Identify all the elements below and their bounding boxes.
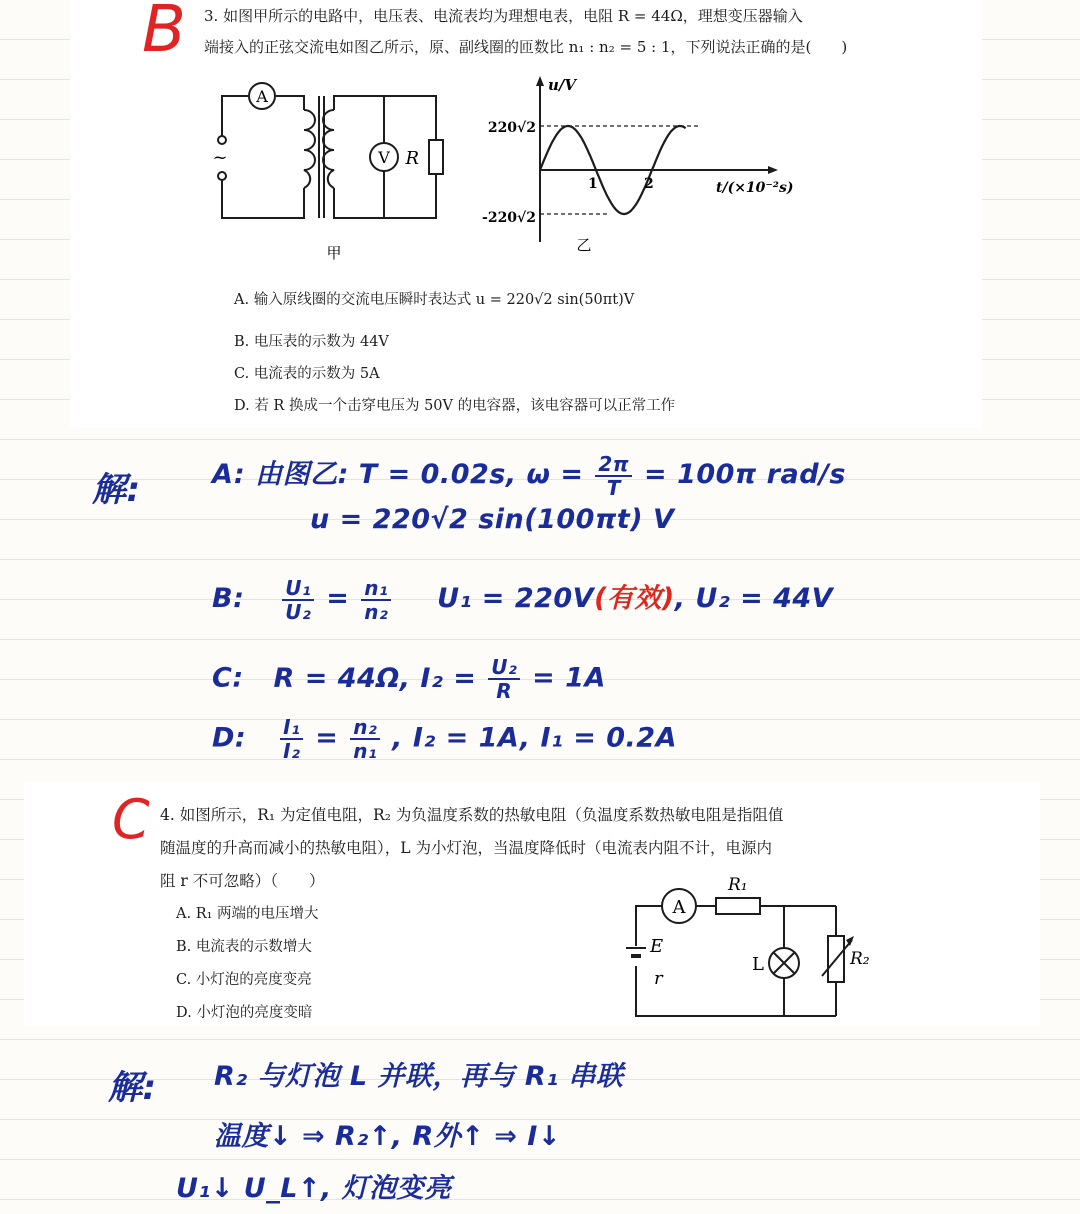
q3-figure-jia-circuit [206, 78, 462, 266]
c-label: C: [212, 662, 244, 694]
q3-figure-yi-graph [482, 72, 802, 262]
internal-r-label: r [654, 968, 663, 989]
b-fraction-2: $\frac{\text{n₁}}{\text{n₂}}$ [361, 577, 391, 623]
q4-option-b: B. 电流表的示数增大 [176, 939, 312, 955]
d-fraction-1: $\frac{\text{I₁}}{\text{I₂}}$ [280, 716, 303, 762]
resistor-r [429, 140, 443, 174]
emf-label: E [650, 936, 664, 957]
q4-grade-mark: C [112, 788, 150, 851]
q3-solution-d [212, 716, 677, 762]
a-label: A: [212, 459, 246, 490]
terminal-bottom [218, 172, 226, 180]
voltmeter-label: V [378, 148, 390, 167]
r2-label: R₂ [850, 949, 870, 969]
b-eq: = [326, 583, 350, 614]
a-text2: = 100π rad/s [644, 459, 846, 490]
b-fraction-1: $\frac{\text{U₁}}{\text{U₂}}$ [282, 577, 314, 623]
b-text1: U₁ = 220V [437, 583, 595, 614]
q3-solution-a-line2: u = 220√2 sin(100πt) V [310, 504, 675, 535]
q3-option-a: A. 输入原线圈的交流电压瞬时表达式 u = 220√2 sin(50πt)V [234, 292, 635, 308]
q3-option-d: D. 若 R 换成一个击穿电压为 50V 的电容器，该电容器可以正常工作 [234, 398, 676, 414]
c-fraction: $\frac{\text{U₂}}{R}$ [488, 656, 520, 702]
q3-solution-a [212, 452, 846, 499]
terminal-top [218, 136, 226, 144]
resistor-label: R [405, 148, 419, 169]
d-eq: = [315, 722, 339, 754]
b-text2: , U₂ = 44V [674, 583, 834, 614]
q4-solution-line3: U₁↓ U_L↑, 灯泡变亮 [176, 1173, 452, 1204]
q4-solution-line2: 温度↓ ⇒ R₂↑, R外↑ ⇒ I↓ [214, 1121, 561, 1152]
q4-ammeter-label: A [672, 897, 686, 918]
q4-solution-line1: R₂ 与灯泡 L 并联，再与 R₁ 串联 [214, 1061, 624, 1092]
x-axis-label: t/(×10⁻²s) [716, 180, 794, 196]
a-fraction: $\frac{2\pi}{T}$ [595, 453, 632, 499]
ammeter-label: A [256, 87, 268, 106]
q3-solution-b [212, 576, 833, 623]
primary-wire [222, 96, 248, 136]
q4-option-a: A. R₁ 两端的电压增大 [176, 906, 319, 922]
c-text1: R = 44Ω, I₂ = [273, 662, 477, 694]
q4-option-c: C. 小灯泡的亮度变亮 [176, 972, 312, 988]
y-min-label: -220√2 [482, 210, 536, 226]
q3-option-b: B. 电压表的示数为 44V [234, 334, 389, 350]
r1-label: R₁ [728, 875, 748, 895]
q4-stem-line1: 4. 如图所示，R₁ 为定值电阻，R₂ 为负温度系数的热敏电阻（负温度系数热敏电阻是指阻值 [160, 806, 784, 824]
b-label: B: [212, 583, 245, 614]
primary-coil [304, 110, 315, 188]
x-tick-2: 2 [644, 176, 654, 192]
resistor-r1 [716, 898, 760, 914]
x-tick-1: 1 [588, 176, 598, 192]
q3-option-c: C. 电流表的示数为 5A [234, 366, 380, 382]
d-label: D: [212, 722, 247, 754]
q4-option-d: D. 小灯泡的亮度变暗 [176, 1005, 313, 1021]
y-max-label: 220√2 [487, 120, 536, 136]
q3-grade-mark: B [142, 0, 186, 67]
q3-stem-line1: 3. 如图甲所示的电路中，电压表、电流表均为理想电表，电阻 R = 44Ω，理想变压器输入 [204, 7, 803, 25]
lamp-label: L [752, 954, 764, 975]
ac-source-symbol: ~ [212, 147, 228, 168]
figure-jia-caption: 甲 [326, 244, 342, 262]
b-note-effective: (有效) [594, 583, 675, 614]
figure-yi-caption: 乙 [576, 236, 592, 254]
q3-solution-jie: 解: [92, 470, 141, 510]
c-text2: = 1A [532, 662, 606, 694]
q4-stem-line2: 随温度的升高而减小的热敏电阻），L 为小灯泡，当温度降低时（电流表内阻不计，电源内 [160, 839, 772, 857]
q3-stem-line2: 端接入的正弦交流电如图乙所示，原、副线圈的匝数比 n₁ : n₂ = 5 : 1，下列说法正确的是( ) [204, 38, 848, 56]
d-fraction-2: $\frac{\text{n₂}}{\text{n₁}}$ [350, 716, 380, 762]
q4-circuit-figure [624, 866, 870, 1022]
a-text1: 由图乙: T = 0.02s, ω = [255, 459, 584, 490]
q4-solution-jie: 解: [108, 1068, 157, 1108]
q4-stem-line3: 阻 r 不可忽略）（ ） [160, 872, 325, 890]
y-axis-label: u/V [548, 76, 577, 94]
q3-solution-c [212, 656, 606, 702]
d-text2: , I₂ = 1A, I₁ = 0.2A [392, 722, 677, 754]
